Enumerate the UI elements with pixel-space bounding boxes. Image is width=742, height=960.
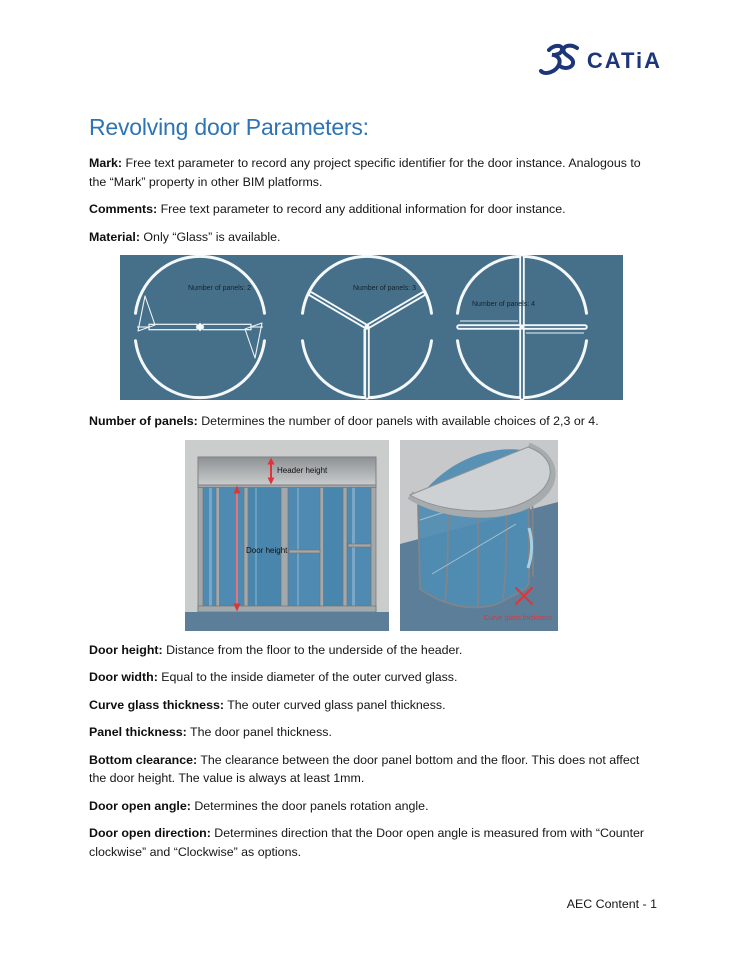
page-footer: AEC Content - 1 — [566, 897, 657, 911]
param-material: Material: Only “Glass” is available. — [89, 229, 281, 244]
top-views-image — [120, 255, 623, 400]
param-comments: Comments: Free text parameter to record any additional information for door instance. — [89, 202, 566, 216]
3ds-logo-icon — [537, 42, 581, 79]
param-mark: Mark: Free text parameter to record any project specific identifier for the door instance. Analogous to the “Mark” property in other BIM platforms. — [89, 156, 641, 189]
door-3d-image — [400, 440, 558, 631]
page-title: Revolving door Parameters: — [89, 114, 369, 140]
param-door-height: Door height: Distance from the floor to the underside of the header. — [89, 642, 463, 657]
param-bottom-clearance: Bottom clearance: The clearance between the door panel bottom and the floor. This does not affect the door height. The value is always at least 1mm. — [89, 752, 640, 785]
svg-text:Number of panels: 2: Number of panels: 2 — [188, 285, 252, 292]
svg-text:Number of panels: 4: Number of panels: 4 — [472, 301, 536, 308]
figure-top-views — [120, 255, 623, 400]
door-elevation-image — [185, 440, 389, 631]
figure-door-views — [185, 440, 655, 631]
svg-text:Door height: Door height — [246, 545, 288, 555]
param-curve-glass-thickness: Curve glass thickness: The outer curved glass panel thickness. — [89, 697, 446, 712]
param-door-open-angle: Door open angle: Determines the door panels rotation angle. — [89, 798, 429, 813]
document-content — [89, 114, 655, 870]
param-number-of-panels: Number of panels: Determines the number of door panels with available choices of 2,3 or 4. — [89, 414, 599, 428]
param-door-open-direction: Door open direction: Determines direction that the Door open angle is measured from with “Counter clockwise” and “Clockwise” as options. — [89, 826, 645, 859]
param-panel-thickness: Panel thickness: The door panel thickness. — [89, 725, 332, 739]
catia-logo — [537, 42, 662, 79]
svg-text:Header height: Header height — [277, 465, 328, 475]
logo-wordmark: CATiA — [586, 47, 662, 73]
svg-text:Number of panels: 3: Number of panels: 3 — [353, 285, 417, 292]
svg-text:Curve glass thickness: Curve glass thickness — [483, 614, 552, 622]
param-door-width: Door width: Equal to the inside diameter of the outer curved glass. — [89, 670, 458, 684]
